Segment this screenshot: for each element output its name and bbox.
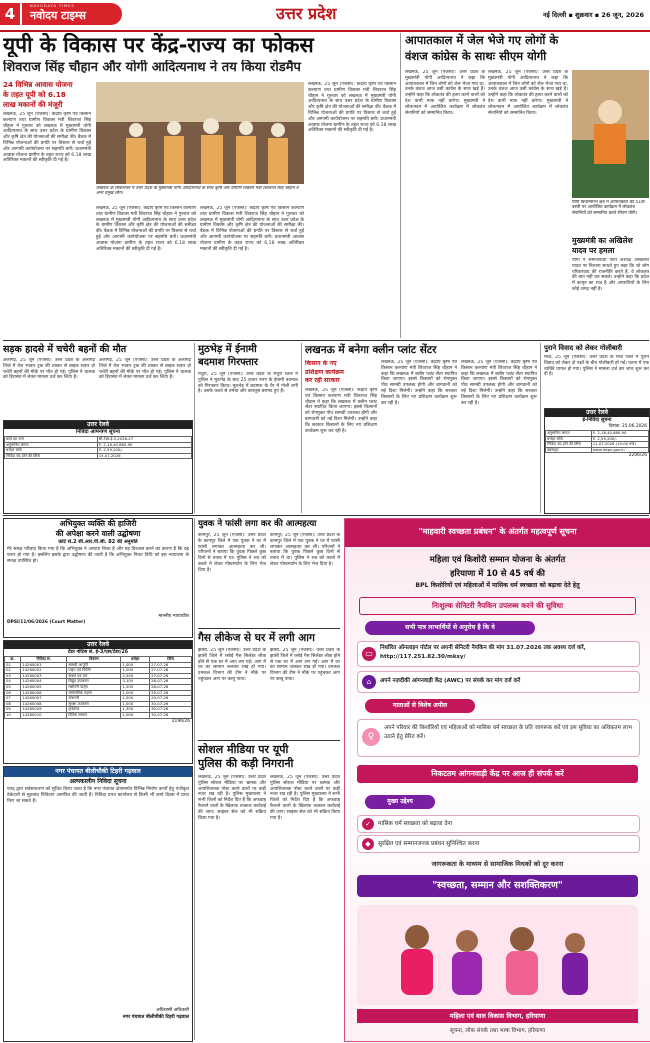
nagar-sign: अधिशासी अधिकारी (156, 1008, 189, 1013)
ad-banner (345, 519, 650, 547)
table-cell: 27-07-26 (150, 668, 192, 674)
table-cell: 1,000 (121, 690, 150, 696)
ad-contact: निकटतम आंगनवाड़ी केंद्र पर आज ही संपर्क करें (357, 765, 638, 783)
lead-body-col4: लखनऊ, 25 जून (एजेंसी): केंद्रीय कृषि एवं किसान कल्याण तथा ग्रामीण विकास मंत्री शिवराज सिंह चौहान ने गुरुवार को लखनऊ में मुख्यमंत्री योगी आदित्यनाथ के साथ उत्तर प्रदेश के ग्रामीण विकास और कृषि क्षेत्र की योजनाओं की समीक्षा की। बैठक में विभिन्न योजनाओं की प्रगति पर विस्तार से चर्चा हुई और आगामी कार्ययोजना पर सहमति बनी। प्रधानमंत्री आवास योजना ग्रामीण के तहत राज्य को 6.18 लाख अतिरिक्त मकानों की स्वीकृति दी गई है। (308, 82, 396, 134)
column-rule (301, 343, 302, 513)
lead-kicker-line: के तहत यूपी को 6.18 (3, 90, 66, 99)
dispute-body: मेरठ, 25 जून (एजेंसी): उत्तर प्रदेश के मेरठ जिले में पुराने विवाद को लेकर दो पक्षों के बीच गोलीबारी हो गई। घटना में एक व्यक्ति घायल हो गया। पुलिस ने मामला दर्ज कर जांच शुरू कर दी है। (544, 355, 649, 378)
table-cell: 08 (5, 701, 21, 707)
column-rule (194, 343, 195, 513)
ad-footer: सूचना, लोक संपर्क तथा भाषा विभाग, हरियाणा (449, 1028, 546, 1034)
table-cell: www.ireps.gov.in (591, 447, 648, 453)
suicide-body-col2: कानपुर, 25 जून (एजेंसी): उत्तर प्रदेश के कानपुर जिले में एक युवक ने घर में फांसी लगाकर आत्महत्या कर ली। परिजनों ने बताया कि युवक पिछले कुछ दिनों से तनाव में था। पुलिस ने शव को कब्जे में लेकर पोस्टमार्टम के लिए भेज दिया है। (270, 533, 340, 567)
table-header-cell: क्र. (5, 657, 21, 663)
table-cell: 2,500 (121, 673, 150, 679)
table-cell: कार्य का नाम (5, 437, 98, 443)
table-cell: निविदा बंद होने की तिथि (546, 442, 592, 448)
ad-step-1 (357, 641, 640, 667)
table-cell: 03 (5, 673, 21, 679)
table-header-cell: विवरण (67, 657, 121, 663)
jail-body-col1: लखनऊ, 25 जून (एजेंसी): उत्तर प्रदेश के मुख्यमंत्री योगी आदित्यनाथ ने कहा कि आपातकाल में जिन लोगों को जेल भेजा गया था, उनके वंशज आज उसी कांग्रेस के साथ खड़े हैं। उन्होंने कहा कि लोकतंत्र की हत्या करने वालों को देश कभी माफ नहीं करेगा। मुख्यमंत्री ने लोकभवन में आयोजित कार्यक्रम में लोकतंत्र सेनानियों को सम्मानित किया। (405, 70, 485, 116)
table-cell: 09 (5, 707, 21, 713)
column-rule (194, 518, 195, 1040)
table-cell: रु. 2,18,40,680.90 (97, 442, 191, 448)
table-cell: 02 (5, 668, 21, 674)
haryana-ad (344, 518, 650, 1042)
court-notice (3, 518, 193, 638)
court-heading-line2: की अपेक्षा करने वाली उद्घोषणा (55, 529, 141, 538)
plant-kicker-line: कर रही सरकार (305, 377, 340, 384)
ad-line-2: हरियाणा में 10 से 45 वर्ष की (450, 568, 545, 578)
tender-3-heading: उत्तर रेलवे (4, 641, 192, 649)
table-cell: 1,000 (121, 701, 150, 707)
table-cell: 14260008 (21, 701, 67, 707)
table-cell: 1,500 (121, 696, 150, 702)
table-header-cell: धरोहर (121, 657, 150, 663)
court-heading-line1: अभियुक्त व्यक्ति की हाजिरी (59, 519, 137, 528)
lead-kicker-line: 24 विभिन्न आवास योजना (3, 80, 73, 89)
table-row (5, 453, 192, 459)
ad-step-1-text: निर्धारित ऑनलाइन पोर्टल पर अपनी सेनिटरी नैपकिन की मांग 31.07.2026 तक अवश्य दर्ज करें, http://117.251.82.30/mksy/ (380, 645, 586, 660)
muthbhed-headline-line1: मुठभेड़ में ईनामी (198, 344, 257, 355)
table-cell: केबल एवं तार (67, 673, 121, 679)
table-cell: 29-07-26 (150, 690, 192, 696)
paper-logo (22, 3, 122, 25)
tender-2-code: 2206/26 (628, 453, 647, 459)
table-cell: अनुमानित लागत (5, 442, 98, 448)
table-cell: 3,100 (121, 679, 150, 685)
muthbhed-headline-line2: बदमाश गिरफ्तार (198, 357, 258, 368)
table-header-cell: तिथि (150, 657, 192, 663)
ad-goal-2-text: सुरक्षित एवं सम्मानजनक प्रबंधन सुनिश्चित करना (378, 841, 480, 847)
table-cell: 14260001 (21, 662, 67, 668)
table-cell: 30-07-26 (150, 701, 192, 707)
table-cell: विद्युत उपकरण (67, 679, 121, 685)
table-cell: मशीनरी पार्ट्स (67, 684, 121, 690)
shield-icon: ◆ (362, 838, 374, 850)
table-cell: रु. 2,59,200/- (97, 448, 191, 454)
table-cell: निविदा बंद होने की तिथि (5, 453, 98, 459)
table-cell: पाइप एवं फिटिंग (67, 668, 121, 674)
tender-notice-3 (3, 640, 193, 764)
jail-headline-line2: वंशज कांग्रेस के साथः सीएम योगी (405, 49, 547, 63)
gas-headline: गैस लीकेज से घर में लगी आग (198, 632, 315, 644)
story-divider (198, 628, 340, 629)
table-cell: सुरक्षा उपकरण (67, 701, 121, 707)
tender-2-subheading: ई-निविदा सूचना (582, 417, 612, 423)
dispute-headline: पुराने विवाद को लेकर गोलीबारी (544, 344, 623, 352)
tender-2-heading: उत्तर रेलवे (545, 409, 649, 417)
ad-mother-text: अपने परिवार की किशोरियों एवं महिलाओं को मासिक धर्म स्वच्छता के प्रति जागरूक करें एवं इस सुविधा का अधिकतम लाभ उठाने हेतु प्रेरित करें। (384, 725, 632, 740)
nagar-subheading: अल्पकालीन निविदा सूचना (69, 778, 127, 785)
table-cell: 1,000 (121, 668, 150, 674)
family-icon: ♀ (362, 728, 380, 746)
muthbhed-body: मथुरा, 25 जून (एजेंसी): उत्तर प्रदेश के मथुरा जिले में पुलिस ने मुठभेड़ के बाद 25 हजार रुपए के ईनामी बदमाश को गिरफ्तार किया। मुठभेड़ में बदमाश के पैर में गोली लगी है। उसके कब्जे से तमंचा और कारतूस बरामद हुए हैं। (198, 372, 298, 395)
plant-kicker-line: प्रशिक्षण कार्यक्रम (305, 368, 344, 376)
table-cell: 11.07.2026 (15:00 बजे) (591, 442, 648, 448)
table-cell: 10 (5, 712, 21, 718)
plant-kicker (305, 360, 375, 386)
monitor-icon: ▭ (362, 647, 376, 661)
accident-body-col1: अलीगढ़, 25 जून (एजेंसी): उत्तर प्रदेश के अलीगढ़ जिले में तेज रफ्तार ट्रक की टक्कर से बाइक सवार दो चचेरी बहनों की मौके पर मौत हो गई। पुलिस ने चालक को हिरासत में लेकर मामला दर्ज कर लिया है। (3, 358, 95, 381)
table-cell: 14260006 (21, 690, 67, 696)
table-cell: 14260004 (21, 679, 67, 685)
table-header-cell: निविदा सं. (21, 657, 67, 663)
table-cell: 14260003 (21, 673, 67, 679)
table-cell: 27-07-26 (150, 662, 192, 668)
tender-notice-2 (544, 408, 650, 514)
lead-body-col3: लखनऊ, 25 जून (एजेंसी): केंद्रीय कृषि एवं किसान कल्याण तथा ग्रामीण विकास मंत्री शिवराज सिंह चौहान ने गुरुवार को लखनऊ में मुख्यमंत्री योगी आदित्यनाथ के साथ उत्तर प्रदेश के ग्रामीण विकास और कृषि क्षेत्र की योजनाओं की समीक्षा की। बैठक में विभिन्न योजनाओं की प्रगति पर विस्तार से चर्चा हुई और आगामी कार्ययोजना पर सहमति बनी। प्रधानमंत्री आवास योजना ग्रामीण के तहत राज्य को 6.18 लाख अतिरिक्त मकानों की स्वीकृति दी गई है। (200, 206, 304, 252)
table-cell: 29-07-26 (150, 696, 192, 702)
column-rule (540, 343, 541, 513)
ad-illustration (357, 905, 638, 1005)
nagar-heading: नगर पंचायत बीलीचौकी टिहरी गढ़वाल (4, 767, 192, 777)
ad-line-3: BPL किशोरियों एवं महिलाओं में मासिक धर्म स्वच्छता को बढ़ावा देते हेतु (415, 582, 580, 589)
table-cell: स्टेशनरी (67, 696, 121, 702)
table-cell: अनुमानित लागत (546, 431, 592, 437)
suicide-body-col1: कानपुर, 25 जून (एजेंसी): उत्तर प्रदेश के कानपुर जिले में एक युवक ने घर में फांसी लगाकर आत्महत्या कर ली। परिजनों ने बताया कि युवक पिछले कुछ दिनों से तनाव में था। पुलिस ने शव को कब्जे में लेकर पोस्टमार्टम के लिए भेज दिया है। (198, 533, 266, 573)
lead-kicker (3, 80, 93, 110)
plant-body-col2: लखनऊ, 25 जून (एजेंसी): केंद्रीय कृषि एवं किसान कल्याण मंत्री शिवराज सिंह चौहान ने कहा कि लखनऊ में क्लीन प्लांट सेंटर स्थापित किया जाएगा। इससे किसानों को रोगमुक्त पौध सामग्री उपलब्ध होगी और बागवानी को नई दिशा मिलेगी। उन्होंने कहा कि सरकार किसानों के लिए नए प्रशिक्षण कार्यक्रम शुरू कर रही है। (381, 360, 457, 406)
table-cell: रासायनिक पदार्थ (67, 690, 121, 696)
table-cell: रु. 2,18,40,680.90 (591, 431, 648, 437)
table-cell: 14260002 (21, 668, 67, 674)
section-divider (3, 340, 649, 341)
lead-kicker-line: लाख मकानों की मंजूरी (3, 100, 63, 109)
ad-line-1: महिला एवं किशोरी सम्मान योजना के अंतर्गत (429, 554, 566, 564)
ad-step-2-text: अपने नज़दीकी आंगनवाड़ी केंद्र (AWC) पर संपर्क कर मांग दर्ज करें (380, 678, 521, 684)
table-cell: 14260005 (21, 684, 67, 690)
nagar-body: एतद् द्वारा सर्वसाधारण को सूचित किया जाता है कि नगर पंचायत क्षेत्रान्तर्गत विभिन्न निर्माण कार्यों हेतु पंजीकृत ठेकेदारों से मुहरबंद निविदाएं आमंत्रित की जाती हैं। निविदा प्रपत्र कार्यालय से किसी भी कार्य दिवस में प्राप्त किए जा सकते हैं। (7, 787, 189, 804)
anganwadi-icon: ⌂ (362, 675, 376, 689)
table-cell: 27-07-26 (150, 673, 192, 679)
court-line: कोर्ट सं.2 सी.आर.पी.सी. 82 की अनुमति (58, 539, 138, 545)
jail-body-col2: लखनऊ, 25 जून (एजेंसी): उत्तर प्रदेश के मुख्यमंत्री योगी आदित्यनाथ ने कहा कि आपातकाल में जिन लोगों को जेल भेजा गया था, उनके वंशज आज उसी कांग्रेस के साथ खड़े हैं। उन्होंने कहा कि लोकतंत्र की हत्या करने वालों को देश कभी माफ नहीं करेगा। मुख्यमंत्री ने लोकभवन में आयोजित कार्यक्रम में लोकतंत्र सेनानियों को सम्मानित किया। (488, 70, 568, 116)
table-cell: 04 (5, 679, 21, 685)
table-cell: 1,300 (121, 707, 150, 713)
table-cell: 07 (5, 696, 21, 702)
ad-banner-text: "माहवारी स्वच्छता प्रबंधन" के अंतर्गत महत्वपूर्ण सूचना (418, 527, 577, 536)
nagar-footer: नगर पंचायत बीलीचौकी टिहरी गढ़वाल (122, 1015, 189, 1020)
page-number-badge: 4 (0, 3, 20, 25)
table-cell: 14260007 (21, 696, 67, 702)
tender-3-subheading: टेंडर नोटिस सं. ई-3/एस/टेंडर/26 (67, 650, 129, 655)
ad-free-title: निःशुल्क सेनिटरी नैपकिन उपलब्ध करने की सुविधा (359, 597, 636, 615)
tender-3-table (4, 656, 192, 719)
gas-body-col1: झांसी, 25 जून (एजेंसी): उत्तर प्रदेश के झांसी जिले में रसोई गैस सिलेंडर लीक होने से एक घर में आग लग गई। आग में घर का सामान जलकर राख हो गया। दमकल विभाग की टीम ने मौके पर पहुंचकर आग पर काबू पाया। (198, 648, 266, 682)
table-row (5, 712, 192, 718)
table-cell: 14260009 (21, 707, 67, 713)
paper-name: नवोदय टाइम्स (30, 9, 86, 22)
table-cell: 05 (5, 684, 21, 690)
lead-photo (96, 82, 304, 184)
tender-1-subheading: निविदा आमन्त्रण सूचना (76, 429, 120, 435)
ad-awareness: जागरूकता के माध्यम से सामाजिक मिथकों को दूर करना (431, 860, 564, 868)
story-divider (198, 740, 340, 741)
lead-photo-caption: लखनऊ के लोकभवन में उत्तर प्रदेश के मुख्यमंत्री योगी आदित्यनाथ के साथ कृषि और ग्रामीण विकास मंत्री शिवराज सिंह चौहान व अन्य प्रमुख लोग। (96, 186, 299, 197)
tender-3-code: 2196/26 (171, 718, 190, 724)
jail-photo (572, 70, 649, 198)
ad-mother-box (357, 719, 640, 757)
jail-headline-line1: आपातकाल में जेल भेजे गए लोगों के (405, 33, 559, 47)
table-cell: सामग्री आपूर्ति (67, 662, 121, 668)
ad-step-2 (357, 671, 640, 693)
jail-photo-caption: योगी विधानसभा क्षेत्र में आपातकाल की 51वीं बरसी पर आयोजित कार्यक्रम में लोकतंत्र सेनानियों को सम्मानित करते सीएम योगी। (572, 200, 645, 216)
table-cell: धरोहर राशि (546, 436, 592, 442)
ad-women-illustration (357, 905, 638, 1005)
court-signature: माननीय न्यायाधीश (158, 614, 189, 619)
tender-1-table (4, 436, 192, 459)
ad-goal-2 (357, 835, 640, 853)
table-cell: 15.07.2026 (97, 453, 191, 459)
table-cell: धरोहर राशि (5, 448, 98, 454)
section-name: उत्तर प्रदेश (276, 4, 337, 23)
tender-2-date: दिनांक: 25.06.2026 (608, 424, 647, 429)
social-body-col1: लखनऊ, 25 जून (एजेंसी): उत्तर प्रदेश पुलिस सोशल मीडिया पर भ्रामक और आपत्तिजनक पोस्ट करने वालों पर कड़ी नजर रख रही है। पुलिस मुख्यालय ने सभी जिलों को निर्देश दिए हैं कि अफवाह फैलाने वालों के खिलाफ तत्काल कार्रवाई की जाए। साइबर सेल को भी सक्रिय किया गया है। (198, 775, 266, 821)
table-cell: 14260010 (21, 712, 67, 718)
lead-subhead: शिवराज सिंह चौहान और योगी आदित्यनाथ ने तय किया रोडमैप (3, 60, 301, 75)
table-cell: हार्डवेयर (67, 707, 121, 713)
ad-goal-title: मुख्य उद्देश्य (365, 795, 435, 809)
section-divider (3, 515, 649, 516)
court-code: DPSI/11/06/2026 (Court Matter) (7, 620, 86, 625)
lead-body-col1: लखनऊ, 25 जून (एजेंसी): केंद्रीय कृषि एवं किसान कल्याण तथा ग्रामीण विकास मंत्री शिवराज सिंह चौहान ने गुरुवार को लखनऊ में मुख्यमंत्री योगी आदित्यनाथ के साथ उत्तर प्रदेश के ग्रामीण विकास और कृषि क्षेत्र की योजनाओं की समीक्षा की। बैठक में विभिन्न योजनाओं की प्रगति पर विस्तार से चर्चा हुई और आगामी कार्ययोजना पर सहमति बनी। प्रधानमंत्री आवास योजना ग्रामीण के तहत राज्य को 6.18 लाख अतिरिक्त मकानों की स्वीकृति दी गई है। (3, 112, 91, 164)
social-body-col2: लखनऊ, 25 जून (एजेंसी): उत्तर प्रदेश पुलिस सोशल मीडिया पर भ्रामक और आपत्तिजनक पोस्ट करने वालों पर कड़ी नजर रख रही है। पुलिस मुख्यालय ने सभी जिलों को निर्देश दिए हैं कि अफवाह फैलाने वालों के खिलाफ तत्काल कार्रवाई की जाए। साइबर सेल को भी सक्रिय किया गया है। (270, 775, 340, 821)
akhilesh-body: योगी ने समाजवादी पार्टी अध्यक्ष अखिलेश यादव पर निशाना साधते हुए कहा कि जो लोग परिवारवाद की राजनीति करते हैं, वे लोकतंत्र की बात नहीं कर सकते। उन्होंने कहा कि प्रदेश में कानून का राज है और अपराधियों के लिए कोई जगह नहीं है। (572, 258, 649, 292)
check-icon: ✓ (362, 818, 374, 830)
gas-body-col2: झांसी, 25 जून (एजेंसी): उत्तर प्रदेश के झांसी जिले में रसोई गैस सिलेंडर लीक होने से एक घर में आग लग गई। आग में घर का सामान जलकर राख हो गया। दमकल विभाग की टीम ने मौके पर पहुंचकर आग पर काबू पाया। (270, 648, 340, 682)
plant-kicker-line: किसान के नए (305, 360, 337, 367)
date-line: नई दिल्ली ▪ शुक्रवार ▪ 26 जून, 2026 (542, 11, 644, 19)
court-body: मेरे समक्ष परिवाद किया गया है कि अभियुक्त ने अपराध किया है और यह विश्वास करने का कारण है कि वह फरार हो गया है। इसलिए इसके द्वारा उद्घोषणा की जाती है कि अभियुक्त नियत तिथि को इस न्यायालय के समक्ष उपस्थित हो। (7, 547, 189, 564)
table-cell: विविध सामान (67, 712, 121, 718)
table-cell: 1,200 (121, 684, 150, 690)
ad-slogan: "स्वच्छता, सम्मान और सशक्तिकरण" (357, 875, 638, 897)
tender-2-table (545, 430, 649, 453)
suicide-headline: युवक ने फांसी लगा कर की आत्महत्या (198, 519, 317, 529)
social-headline-line1: सोशल मीडिया पर यूपी (198, 743, 289, 756)
masthead (0, 0, 650, 32)
table-cell: 28-07-26 (150, 684, 192, 690)
table-cell: 01 (5, 662, 21, 668)
paper-tagline: NAVODAYA TIMES (30, 4, 75, 8)
ad-goal-1-text: मासिक धर्म स्वच्छता को बढ़ावा देना (378, 821, 453, 827)
lead-photo-art (96, 82, 304, 184)
accident-headline: सड़क हादसे में चचेरी बहनों की मौत (3, 344, 127, 355)
table-cell: वेबसाइट (546, 447, 592, 453)
ad-step-title: सभी पात्र लाभार्थियों से अनुरोध है कि वे (365, 621, 535, 635)
ad-goal-1 (357, 815, 640, 833)
plant-body-col1: लखनऊ, 25 जून (एजेंसी): केंद्रीय कृषि एवं किसान कल्याण मंत्री शिवराज सिंह चौहान ने कहा कि लखनऊ में क्लीन प्लांट सेंटर स्थापित किया जाएगा। इससे किसानों को रोगमुक्त पौध सामग्री उपलब्ध होगी और बागवानी को नई दिशा मिलेगी। उन्होंने कहा कि सरकार किसानों के लिए नए प्रशिक्षण कार्यक्रम शुरू कर रही है। (305, 388, 377, 434)
tender-notice-1 (3, 420, 193, 514)
column-rule (400, 33, 401, 338)
plant-body-col3: लखनऊ, 25 जून (एजेंसी): केंद्रीय कृषि एवं किसान कल्याण मंत्री शिवराज सिंह चौहान ने कहा कि लखनऊ में क्लीन प्लांट सेंटर स्थापित किया जाएगा। इससे किसानों को रोगमुक्त पौध सामग्री उपलब्ध होगी और बागवानी को नई दिशा मिलेगी। उन्होंने कहा कि सरकार किसानों के लिए नए प्रशिक्षण कार्यक्रम शुरू कर रही है। (461, 360, 537, 406)
table-cell: 30-07-26 (150, 707, 192, 713)
lead-body-col2: लखनऊ, 25 जून (एजेंसी): केंद्रीय कृषि एवं किसान कल्याण तथा ग्रामीण विकास मंत्री शिवराज सिंह चौहान ने गुरुवार को लखनऊ में मुख्यमंत्री योगी आदित्यनाथ के साथ उत्तर प्रदेश के ग्रामीण विकास और कृषि क्षेत्र की योजनाओं की समीक्षा की। बैठक में विभिन्न योजनाओं की प्रगति पर विस्तार से चर्चा हुई और आगामी कार्ययोजना पर सहमति बनी। प्रधानमंत्री आवास योजना ग्रामीण के तहत राज्य को 6.18 लाख अतिरिक्त मकानों की स्वीकृति दी गई है। (96, 206, 196, 252)
table-cell: 06 (5, 690, 21, 696)
akhilesh-headline-line1: मुख्यमंत्री का अखिलेश (572, 236, 633, 245)
lead-headline: यूपी के विकास पर केंद्र-राज्य का फोकस (3, 33, 314, 57)
table-cell: रु. 2,59,200/- (591, 436, 648, 442)
table-cell: 30-07-26 (150, 712, 192, 718)
accident-body-col2: अलीगढ़, 25 जून (एजेंसी): उत्तर प्रदेश के अलीगढ़ जिले में तेज रफ्तार ट्रक की टक्कर से बाइक सवार दो चचेरी बहनों की मौके पर मौत हो गई। पुलिस ने चालक को हिरासत में लेकर मामला दर्ज कर लिया है। (99, 358, 191, 381)
ad-mother-title: माताओं से विशेष अपील (365, 699, 475, 713)
table-cell: सी-टेंडर-ई-ए-2026-27 (97, 437, 191, 443)
akhilesh-headline-line2: यादव पर हमला (572, 246, 615, 255)
table-cell: 1,000 (121, 662, 150, 668)
table-cell: 1,000 (121, 712, 150, 718)
nagar-notice (3, 766, 193, 1042)
tender-1-heading: उत्तर रेलवे (4, 421, 192, 429)
social-headline-line2: पुलिस की कड़ी निगरानी (198, 757, 294, 770)
ad-dept: महिला एवं बाल विकास विभाग, हरियाणा (357, 1009, 638, 1023)
plant-headline: लखनऊ में बनेगा क्लीन प्लांट सेंटर (305, 344, 437, 356)
jail-photo-art (572, 70, 649, 198)
table-cell: 28-07-26 (150, 679, 192, 685)
